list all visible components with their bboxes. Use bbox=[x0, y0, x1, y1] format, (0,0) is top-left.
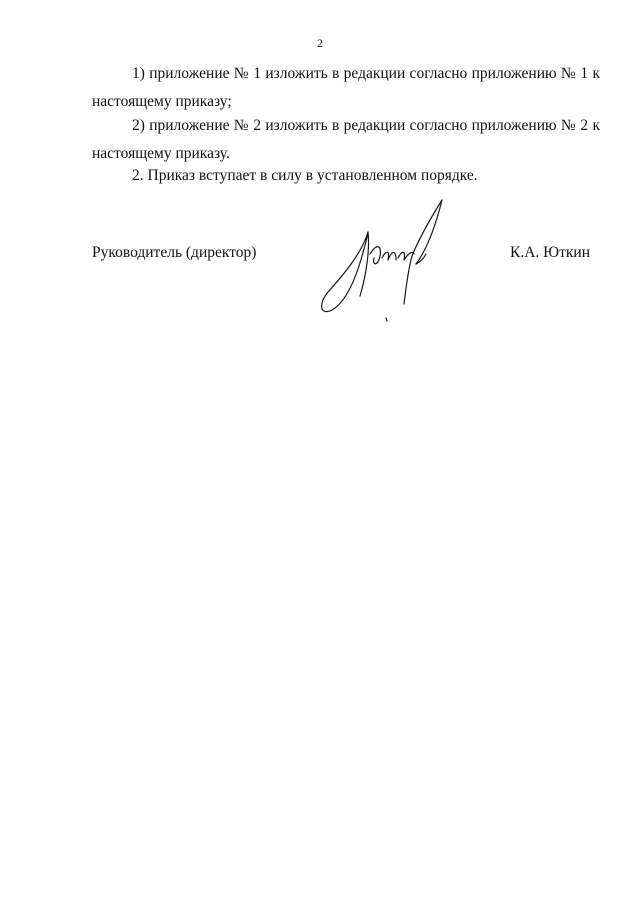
paragraph-effective: 2. Приказ вступает в силу в установленном порядке. bbox=[132, 167, 478, 184]
signer-name: К.А. Юткин bbox=[510, 244, 590, 261]
page-number: 2 bbox=[317, 36, 323, 50]
signer-title: Руководитель (директор) bbox=[92, 244, 257, 261]
handwritten-signature bbox=[316, 192, 456, 328]
paragraph-item-2: 2) приложение № 2 изложить в редакции согласно приложению № 2 к настоящему приказу. bbox=[92, 117, 600, 162]
paragraph-item-1: 1) приложение № 1 изложить в редакции согласно приложению № 1 к настоящему приказу; bbox=[92, 65, 600, 110]
